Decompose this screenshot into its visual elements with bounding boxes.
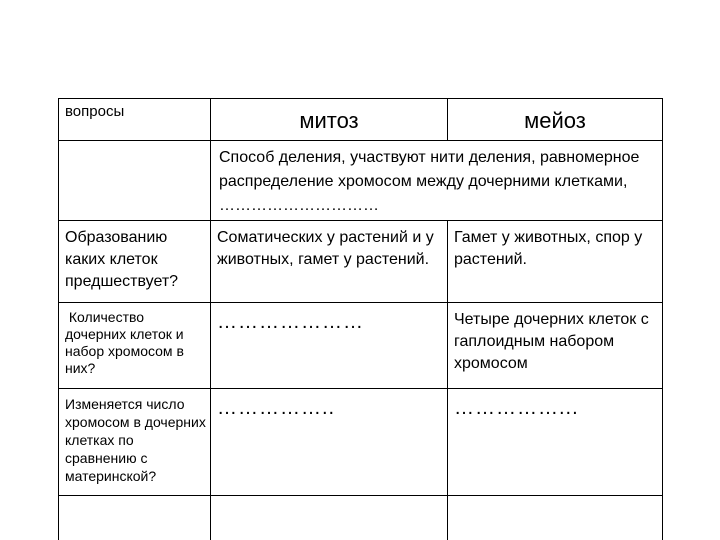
mitosis-daughter-cells: ………………… [211,303,448,389]
answer-division-method: Способ деления, участвуют нити деления, равномерное распределение хромосом между дочерними клетками, ………………………… [211,141,663,221]
question-division-method [59,141,211,221]
header-mitosis: митоз [211,99,448,141]
row-precedes [59,221,663,303]
header-row [59,99,663,141]
row-daughter-cells [59,303,663,389]
row-division-method [59,141,663,221]
header-meiosis: мейоз [448,99,663,141]
meiosis-empty [448,496,663,540]
comparison-table [58,98,663,540]
header-questions: вопросы [59,99,211,141]
question-chromosome-change: Изменяется число хромосом в дочерних клетках по сравнению с материнской? [59,389,211,496]
mitosis-empty [211,496,448,540]
question-empty [59,496,211,540]
mitosis-chromosome-change: …………….. [211,389,448,496]
question-daughter-cells: Количество дочерних клеток и набор хромосом в них? [59,303,211,389]
row-chromosome-change [59,389,663,496]
meiosis-chromosome-change: ……………... [448,389,663,496]
meiosis-precedes: Гамет у животных, спор у растений. [448,221,663,303]
meiosis-daughter-cells: Четыре дочерних клеток с гаплоидным набором хромосом [448,303,663,389]
mitosis-precedes: Соматических у растений и у животных, гамет у растений. [211,221,448,303]
row-empty [59,496,663,540]
question-precedes: Образованию каких клеток предшествует? [59,221,211,303]
